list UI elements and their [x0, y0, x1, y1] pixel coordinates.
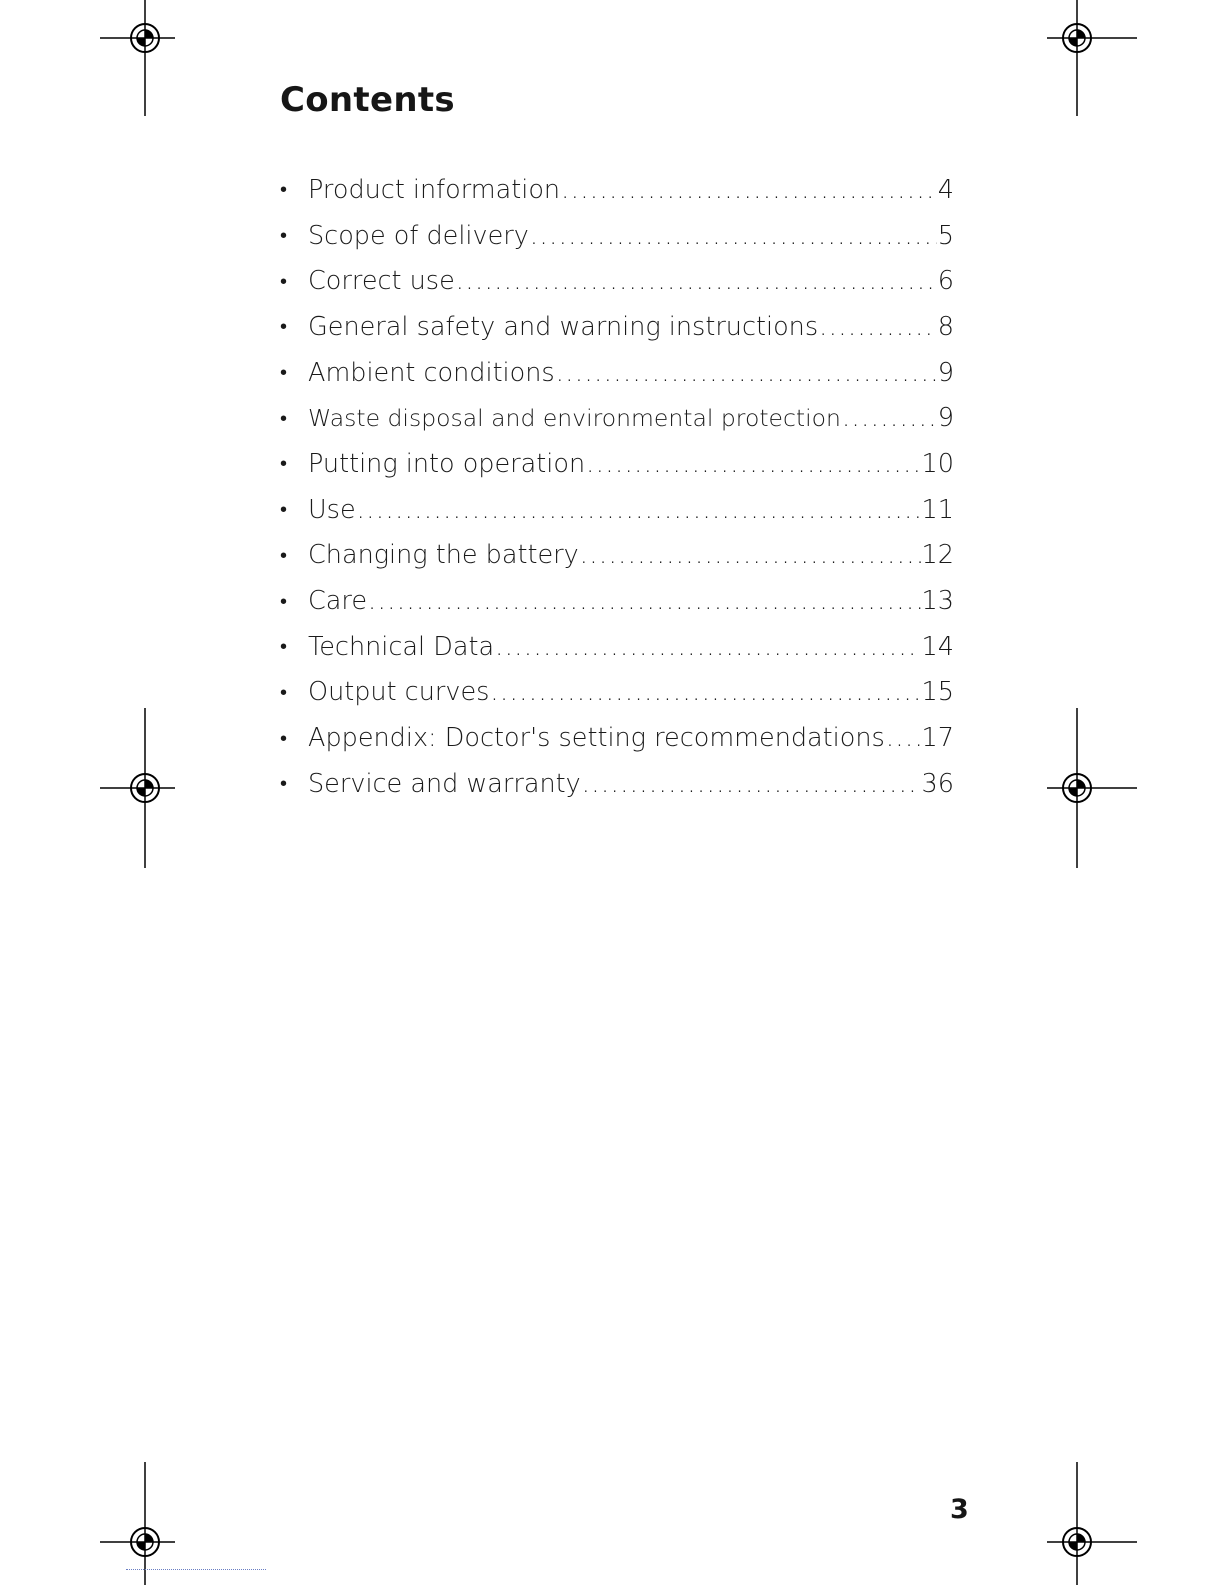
dot-leader: [495, 632, 920, 662]
toc-entry[interactable]: [280, 715, 954, 761]
bullet-icon: •: [280, 634, 288, 659]
toc-entry-label: Care: [308, 586, 368, 617]
toc-entry-page: 10: [921, 448, 954, 479]
toc-entry-label: Output curves: [308, 677, 490, 708]
toc-entry[interactable]: [280, 350, 954, 396]
registration-mark-middle-left-icon: [100, 708, 190, 798]
toc-entry-page: 11: [921, 494, 954, 525]
bullet-icon: •: [280, 360, 288, 385]
toc-entry-page: 9: [937, 357, 954, 388]
toc-entry[interactable]: [280, 258, 954, 304]
bullet-icon: •: [280, 177, 288, 202]
toc-entry[interactable]: [280, 578, 954, 624]
toc-entry-page: 14: [921, 631, 954, 662]
dot-leader: [490, 677, 920, 707]
page-number: 3: [950, 1494, 969, 1525]
toc-entry-page: 8: [937, 311, 954, 342]
toc-entry[interactable]: [280, 624, 954, 670]
toc-entry-label: Technical Data: [308, 631, 495, 662]
toc-entry[interactable]: [280, 167, 954, 213]
table-of-contents: [280, 167, 954, 807]
toc-entry-label: Waste disposal and environmental protection: [308, 404, 841, 433]
toc-entry-page: 36: [921, 768, 954, 799]
toc-entry-label: Use: [308, 494, 356, 525]
registration-mark-top-right-icon: [1032, 0, 1122, 82]
bullet-icon: •: [280, 405, 288, 430]
toc-entry-label: Scope of delivery: [308, 220, 529, 251]
bullet-icon: •: [280, 588, 288, 613]
dot-leader: [556, 358, 937, 388]
toc-entry[interactable]: [280, 533, 954, 579]
bottom-divider: [126, 1569, 266, 1570]
bullet-icon: •: [280, 268, 288, 293]
toc-entry-page: 12: [921, 540, 954, 571]
toc-entry-label: Appendix: Doctor's setting recommendations: [308, 723, 885, 754]
bullet-icon: •: [280, 314, 288, 339]
dot-leader: [819, 312, 937, 342]
registration-mark-bottom-right-icon: [1032, 1462, 1122, 1552]
toc-entry-label: Correct use: [308, 266, 455, 297]
toc-entry-label: Product information: [308, 174, 561, 205]
dot-leader: [456, 266, 937, 296]
dot-leader: [582, 769, 921, 799]
toc-entry-label: Putting into operation: [308, 448, 586, 479]
toc-entry[interactable]: [280, 395, 954, 441]
bullet-icon: •: [280, 771, 288, 796]
toc-entry-label: General safety and warning instructions: [308, 311, 819, 342]
toc-entry-label: Changing the battery: [308, 540, 579, 571]
dot-leader: [580, 540, 921, 570]
toc-entry-page: 6: [937, 266, 954, 297]
toc-entry[interactable]: [280, 213, 954, 259]
toc-entry-page: 4: [937, 174, 954, 205]
registration-mark-bottom-left-icon: [100, 1462, 190, 1552]
registration-mark-middle-right-icon: [1032, 708, 1122, 798]
bullet-icon: •: [280, 542, 288, 567]
toc-entry[interactable]: [280, 304, 954, 350]
bullet-icon: •: [280, 223, 288, 248]
toc-entry-page: 13: [921, 586, 954, 617]
toc-entry-page: 5: [937, 220, 954, 251]
bullet-icon: •: [280, 451, 288, 476]
dot-leader: [561, 175, 937, 205]
registration-mark-top-left-icon: [100, 0, 190, 82]
toc-entry-label: Ambient conditions: [308, 357, 555, 388]
dot-leader: [586, 449, 920, 479]
toc-entry-label: Service and warranty: [308, 768, 581, 799]
bullet-icon: •: [280, 679, 288, 704]
bullet-icon: •: [280, 725, 288, 750]
toc-entry[interactable]: [280, 670, 954, 716]
toc-entry[interactable]: [280, 441, 954, 487]
dot-leader: [530, 221, 937, 251]
page-title: Contents: [280, 80, 455, 120]
toc-entry[interactable]: [280, 761, 954, 807]
dot-leader: [357, 495, 921, 525]
bullet-icon: •: [280, 497, 288, 522]
dot-leader: [842, 403, 937, 433]
toc-entry[interactable]: [280, 487, 954, 533]
dot-leader: [886, 723, 921, 753]
toc-entry-page: 9: [937, 403, 954, 434]
toc-entry-page: 17: [921, 723, 954, 754]
dot-leader: [368, 586, 921, 616]
toc-entry-page: 15: [921, 677, 954, 708]
